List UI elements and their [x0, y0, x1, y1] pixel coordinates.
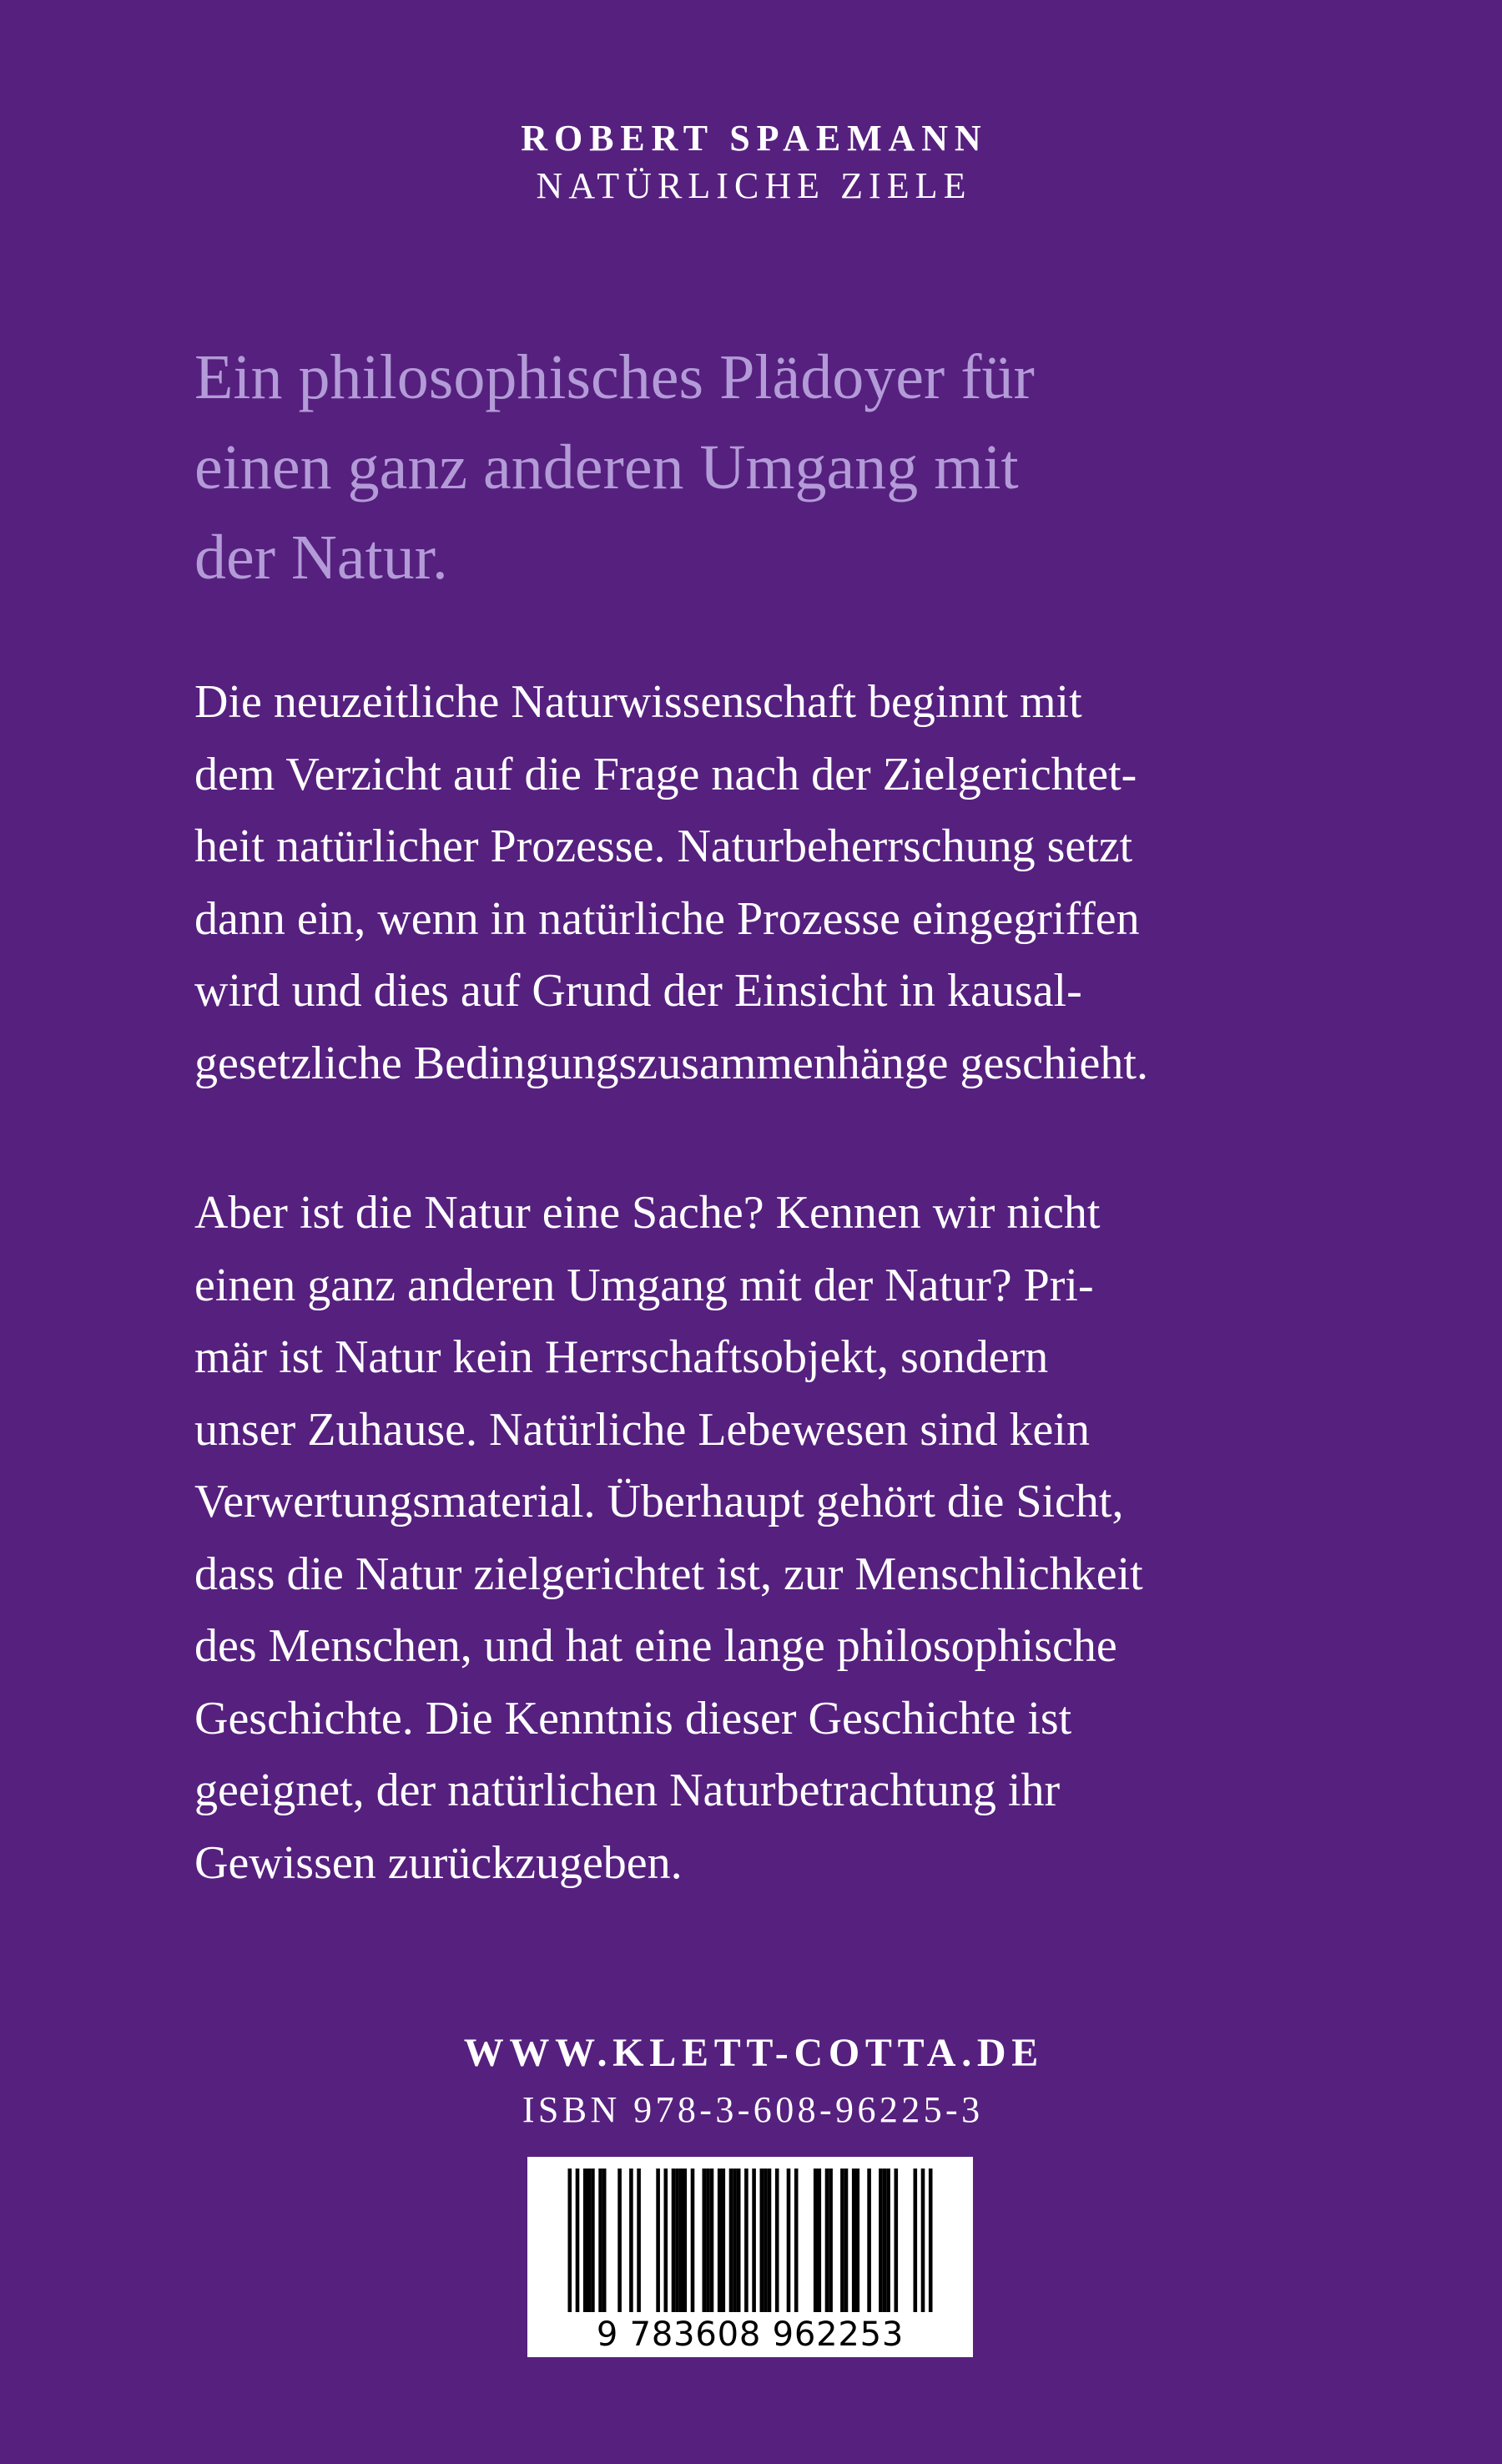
barcode-bar	[775, 2169, 779, 2312]
barcode-bar	[814, 2169, 818, 2312]
barcode-bar	[840, 2169, 844, 2312]
barcode-digits: 9 783608 962253	[596, 2315, 905, 2354]
barcode-bar	[629, 2169, 633, 2312]
barcode-bar	[818, 2169, 822, 2312]
barcode-bar	[656, 2169, 660, 2312]
barcode-bar	[703, 2169, 707, 2312]
barcode-bar	[672, 2169, 676, 2312]
barcode-bar	[895, 2169, 899, 2312]
barcode	[527, 2157, 973, 2357]
barcode-bar	[768, 2169, 772, 2312]
barcode-bar	[729, 2169, 733, 2312]
book-title: NATÜRLICHE ZIELE	[536, 165, 972, 206]
barcode-bar	[829, 2169, 833, 2312]
barcode-bar	[914, 2169, 918, 2312]
barcode-bar	[752, 2169, 756, 2312]
barcode-bar	[794, 2169, 799, 2312]
barcode-bar	[568, 2169, 572, 2312]
barcode-bar	[879, 2169, 883, 2312]
barcode-bar	[683, 2169, 688, 2312]
barcode-bar	[718, 2169, 722, 2312]
barcode-bar	[886, 2169, 890, 2312]
barcode-bar	[764, 2169, 768, 2312]
barcode-bar	[679, 2169, 683, 2312]
barcode-bar	[787, 2169, 791, 2312]
tagline: Ein philosophisches Plädoyer für einen ganz anderen Umgang mit der Natur.	[194, 342, 1035, 593]
barcode-bar	[598, 2169, 602, 2312]
barcode-bar	[737, 2169, 741, 2312]
book-header	[0, 115, 1502, 210]
barcode-bar	[583, 2169, 587, 2312]
barcode-bar	[664, 2169, 668, 2312]
barcode-bar	[587, 2169, 592, 2312]
barcode-bar	[602, 2169, 607, 2312]
barcode-bar	[852, 2169, 856, 2312]
barcode-bar	[576, 2169, 580, 2312]
publisher-url: WWW.KLETT-COTTA.DE	[463, 2031, 1045, 2075]
barcode-bar	[867, 2169, 871, 2312]
blurb-paragraph-2: Aber ist die Natur eine Sache? Kennen wir nicht einen ganz anderen Umgang mit der Natur? Pri- mär ist Natur kein Herrschaftsobjekt, sondern unser Zuhause. Natürliche Lebewesen sind kein Verwertungsmaterial. Überhaupt gehört die Sicht, dass die Natur zielgerichtet ist, zur Menschlichkeit des Menschen, und hat eine lange philosophische Geschichte. Die Kenntnis dieser Geschichte ist geeignet, der natürlichen Naturbetrachtung ihr Gewissen zurückzugeben.	[194, 1187, 1143, 1889]
barcode-bar	[921, 2169, 925, 2312]
barcode-bar	[825, 2169, 829, 2312]
barcode-bar	[844, 2169, 849, 2312]
barcode-bar	[710, 2169, 714, 2312]
isbn-number: ISBN 978-3-608-96225-3	[522, 2089, 984, 2130]
barcode-bar	[637, 2169, 641, 2312]
barcode-bar	[733, 2169, 737, 2312]
barcode-bar	[856, 2169, 860, 2312]
barcode-bar	[760, 2169, 764, 2312]
author-name: ROBERT SPAEMANN	[521, 118, 988, 159]
barcode-bar	[691, 2169, 695, 2312]
blurb-paragraph-1: Die neuzeitliche Naturwissenschaft beginnt mit dem Verzicht auf die Frage nach der Zielgerichtet- heit natürlicher Prozesse. Naturbeherrschung setzt dann ein, wenn in natürliche Prozesse eingegriffen wird und dies auf Grund der Einsicht in kausal- gesetzliche Bedingungszusammenhänge geschieht.	[194, 676, 1148, 1089]
barcode-bar	[883, 2169, 887, 2312]
barcode-bar	[675, 2169, 679, 2312]
barcode-bar	[722, 2169, 726, 2312]
barcode-bar	[929, 2169, 933, 2312]
barcode-bar	[744, 2169, 748, 2312]
barcode-bar	[591, 2169, 595, 2312]
barcode-bar	[617, 2169, 622, 2312]
barcode-bar	[706, 2169, 710, 2312]
